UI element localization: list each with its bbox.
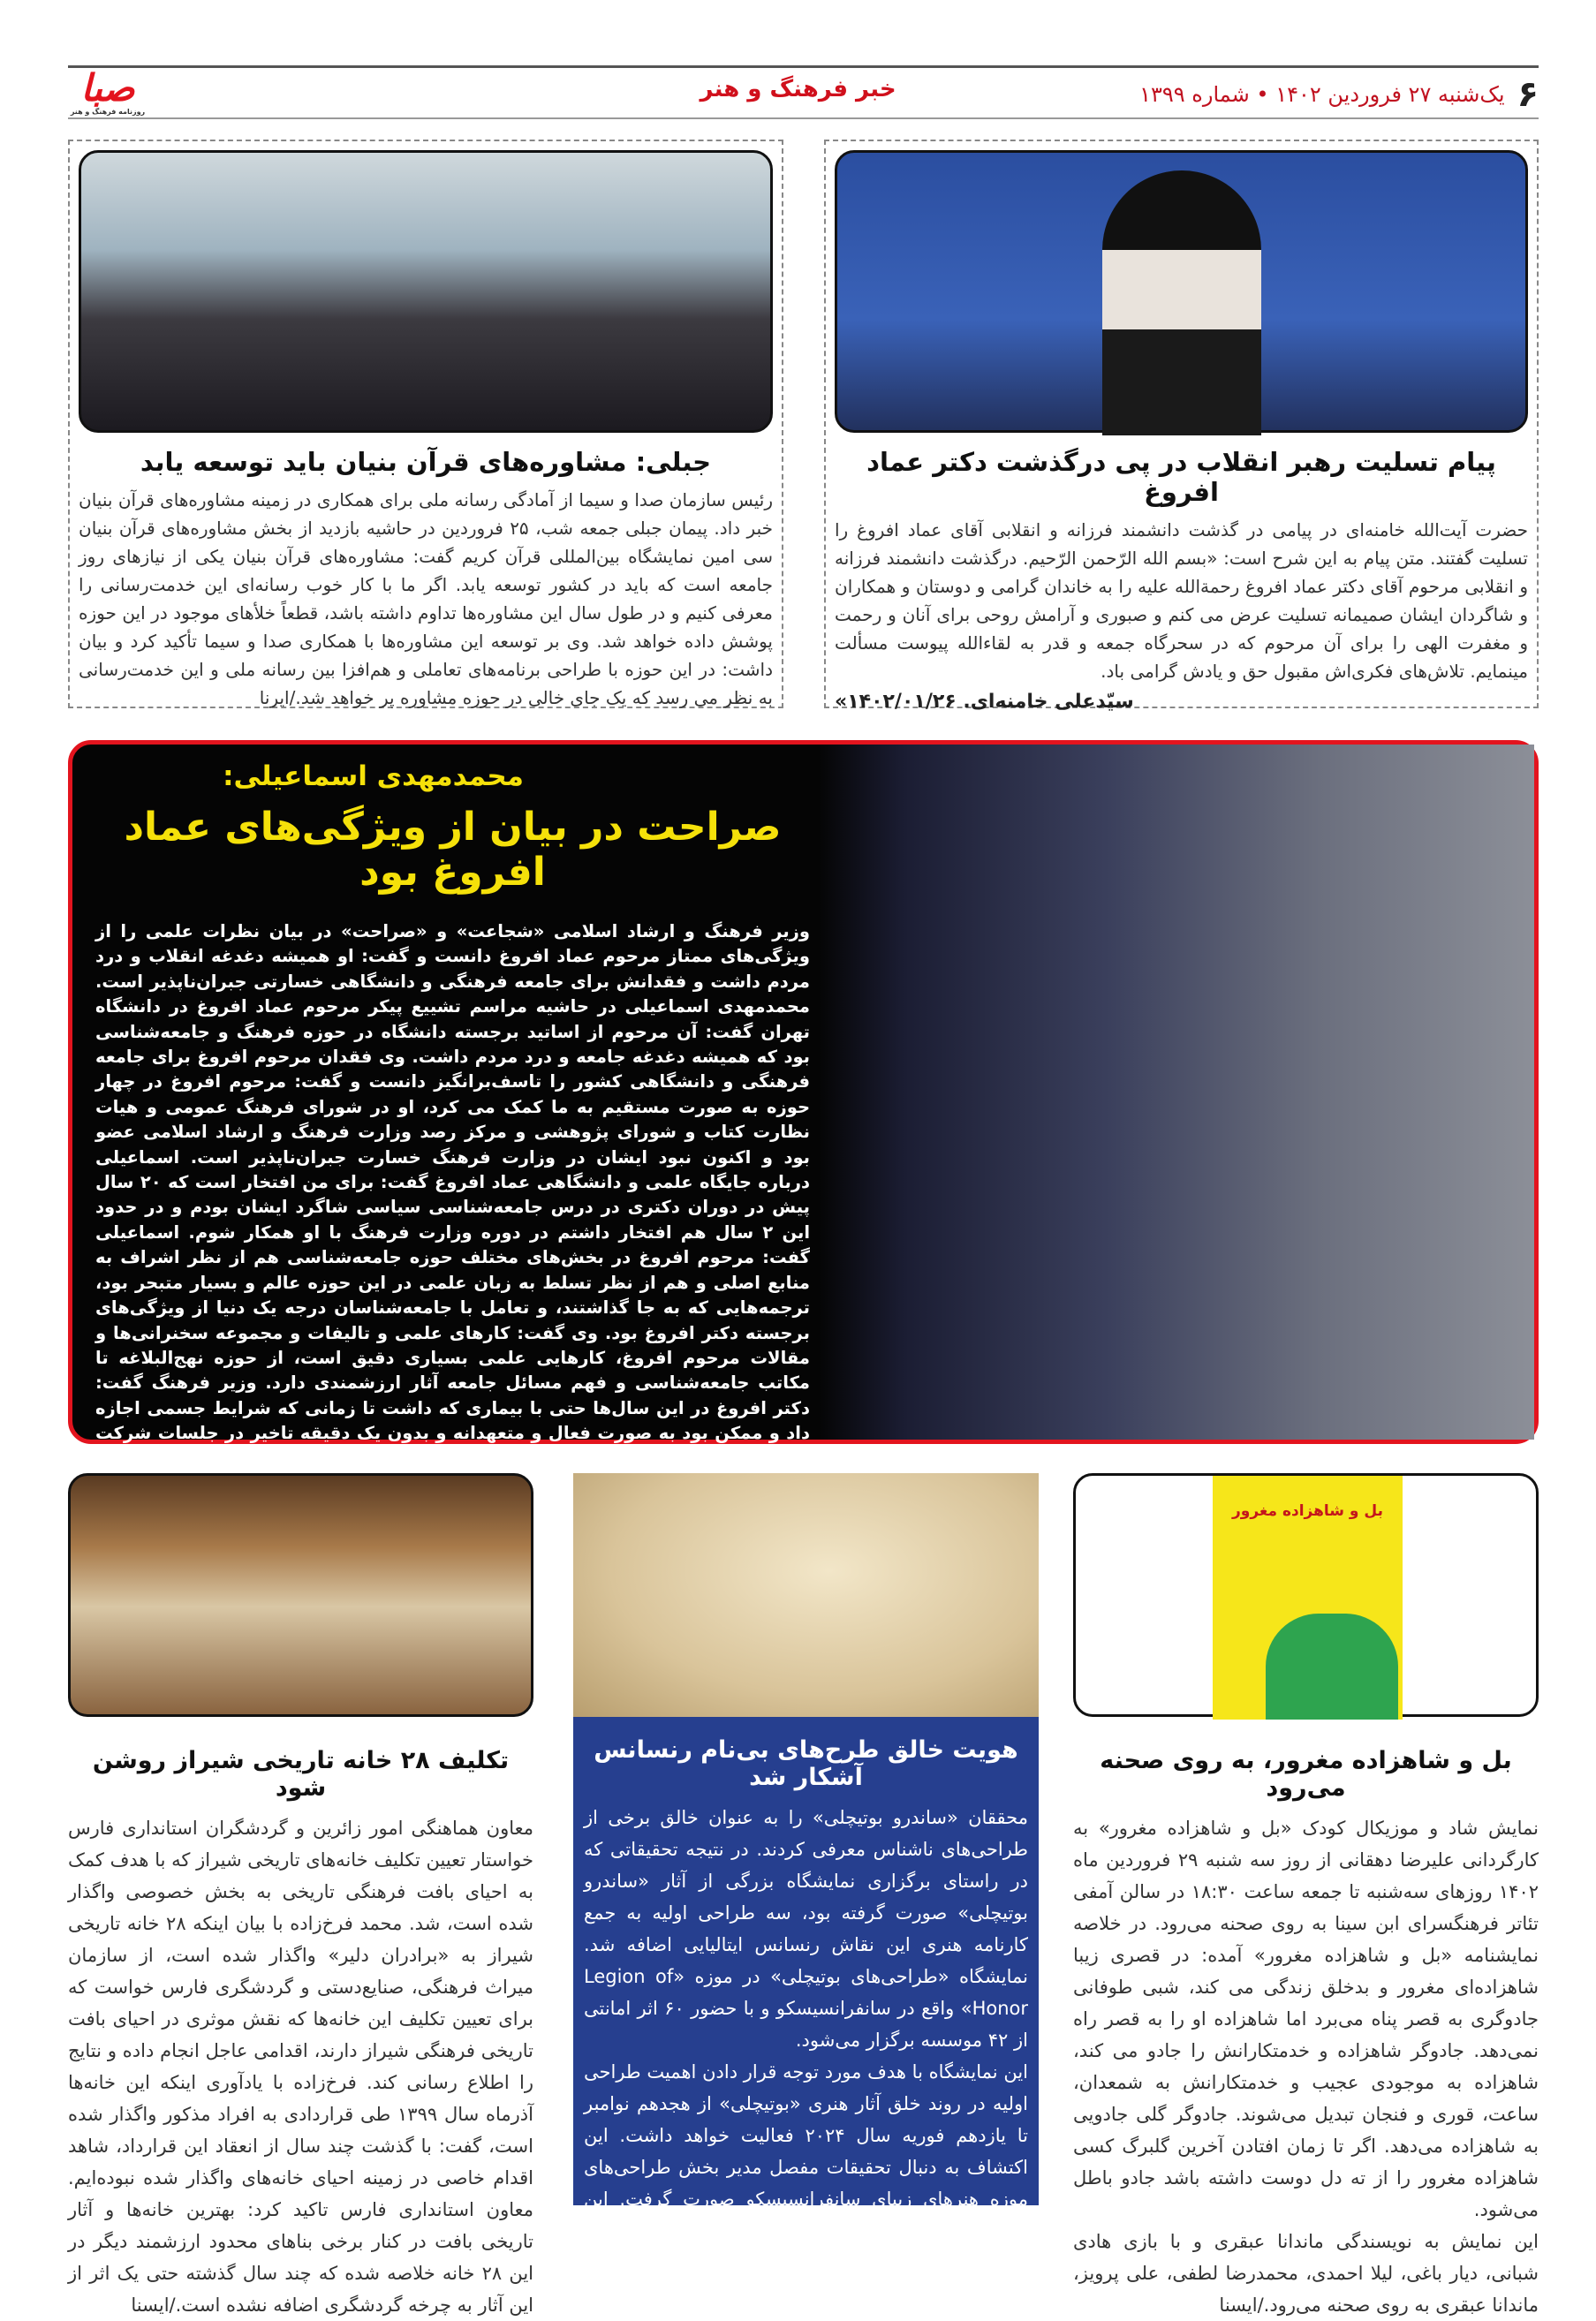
- newspaper-logo: [68, 66, 147, 117]
- feature-kicker: محمدمهدی اسماعیلی:: [223, 760, 524, 792]
- page-number: ۶: [1517, 74, 1539, 115]
- story-body: حضرت آیت‌الله خامنه‌ای در پیامی در گذشت دانشمند فرزانه و انقلابی آقای عماد افروغ را تسلیت گفتند. متن پیام به این شرح است: «بسم الله الرّحمن الرّحیم. درگذشت دانشمند فرزانه و انقلابی مرحوم آقای دکتر عماد افروغ رحمةالله علیه را به خاندان گرامی و دوستان و همکاران و شاگردان ایشان صمیمانه تسلیت عرض می کنم و صبوری و آرامش روحی برای آنان و رحمت و مغفرت الهی را برای آن مرحوم که در سحرگاه جمعه و قدر به لقاءالله پیوست مسألت مینمایم. تلاش‌های فکری‌اش مقبول حق و یادش گرامی باد.: [835, 519, 1528, 682]
- story-title: هویت خالق طرح‌های بی‌نام رنسانس آشکار شد: [594, 1736, 1018, 1791]
- story-body: رئیس سازمان صدا و سیما از آمادگی رسانه ملی برای همکاری در زمینه مشاوره‌های قرآن بنیان خبر داد. پیمان جبلی جمعه شب، ۲۵ فروردین در حاشیه بازدید از بخش مشاوره‌های قرآن بنیان سی امین نمایشگاه بین‌المللی قرآن کریم گفت: مشاوره‌های قرآن بنیان یکی از نیازهای روز جامعه است که باید در کشور توسعه یابد. اگر ما با کار خوب رسانه‌ای این خدمت‌رسانی را معرفی کنیم و در طول سال این مشاوره‌ها تداوم داشته باشد، قطعاً خلأهای موجود در این حوزه پوشش داده خواهد شد. وی بر توسعه این مشاوره‌ها با همکاری صدا و سیما تأکید کرد و بیان داشت: در این حوزه با طراحی برنامه‌های تعاملی و هم‌افزا بین رسانه ملی و این خدمت‌رسانی به نظر می رسد که یک جای خالی در حوزه مشاوره پر خواهد شد./ایرنا: [79, 489, 773, 708]
- header-bottom-rule: [68, 117, 1539, 119]
- story-jebeli: [68, 140, 783, 708]
- feature-story: [68, 740, 1539, 1469]
- story-title: پیام تسلیت رهبر انقلاب در پی درگذشت دکتر عماد افروغ: [866, 447, 1496, 507]
- story-botticelli: [573, 1473, 1039, 2305]
- play-poster: [1213, 1476, 1403, 1720]
- story-body: نمایش شاد و موزیکال کودک «بل و شاهزاده مغرور» به کارگردانی علیرضا دهقانی از روز سه شنبه ۲۹ فروردین ماه ۱۴۰۲ روزهای سه‌شنبه تا جمعه ساعت ۱۸:۳۰ در سالن آمفی تئاتر فرهنگسرای ابن سینا به روی صحنه می‌رود. در خلاصه نمایشنامه «بل و شاهزاده مغرور» آمده: در قصری زیبا شاهزاده‌ای مغرور و بدخلق زندگی می کند، شبی طوفانی جادوگری به قصر پناه می‌برد اما شاهزاده او را به قصر راه نمی‌دهد. جادوگر شاهزاده و خدمتکارانش را جادو می کند، شاهزاده به موجودی عجیب و خدمتکارانش به شمعدان، ساعت، قوری و فنجان تبدیل می‌شوند. جادوگر گلی جادویی به شاهزاده می‌دهد. اگر تا زمان افتادن آخرین گلبرگ کسی شاهزاده مغرور را از ته دل دوست داشته باشد جادو باطل می‌شود.: [1073, 1818, 1539, 2220]
- logo-text: صبا: [80, 66, 135, 110]
- story-leader: [824, 140, 1539, 713]
- story-shiraz: [68, 1473, 533, 2321]
- story-body-2: این نمایش به نویسندگی ماندانا عبقری و با بازی هادی شبانی، دیار باغی، لیلا احمدی، محمدرضا لطفی، علی پرویز، ماندانا عبقری به روی صحنه می‌رود./ایسنا: [1073, 2231, 1539, 2316]
- botticelli-drawing: [573, 1473, 1039, 1717]
- story-signature: سیّدعلی خامنه‌ای. ۱۴۰۲/۰۱/۲۶»: [835, 691, 1134, 713]
- feature-body: وزیر فرهنگ و ارشاد اسلامی «شجاعت» و «صراحت» در بیان نظرات علمی را از ویژگی‌های ممتاز مرحوم عماد افروغ دانست و گفت: او همیشه دغدغه انقلاب و درد مردم داشت و فقدانش برای جامعه فرهنگی و دانشگاهی خسارتی جبران‌ناپذیر است. محمدمهدی اسماعیلی در حاشیه مراسم تشییع پیکر مرحوم عماد افروغ در دانشگاه تهران گفت: آن مرحوم از اساتید برجسته دانشگاه در حوزه فرهنگ و جامعه‌شناسی بود که همیشه دغدغه جامعه و درد مردم داشت. وی فقدان مرحوم افروغ برای جامعه فرهنگی و دانشگاهی کشور را تاسف‌برانگیز دانست و گفت: مرحوم افروغ در چهار حوزه به صورت مستقیم به ما کمک می کرد، او در شورای فرهنگ عمومی و هیات نظارت کتاب و شورای پژوهشی و مرکز رصد وزارت فرهنگ و ارشاد اسلامی عضو بود و اکنون نبود ایشان در وزارت فرهنگ خسارت جبران‌ناپذیر است. اسماعیلی درباره جایگاه علمی و دانشگاهی عماد افروغ گفت: برای من افتخار است که ۲۰ سال پیش در دوران دکتری در درس جامعه‌شناسی سیاسی شاگرد ایشان بودم و در حدود این ۲ سال هم افتخار داشتم در دوره وزارت فرهنگ با او همکار شوم. اسماعیلی گفت: مرحوم افروغ در بخش‌های مختلف حوزه جامعه‌شناسی هم از نظر اشراف به منابع اصلی و هم از نظر تسلط به زبان علمی در این حوزه عالم و بسیار متبحر بود، ترجمه‌هایی که به جا گذاشتند، و تعامل با جامعه‌شناسان درجه یک دنیا از ویژگی‌های برجسته دکتر افروغ بود. وی گفت: کارهای علمی و تالیفات و مجموعه سخنرانی‌ها و مقالات مرحوم افروغ، کارهایی علمی بسیاری دقیق است، از حوزه نهج‌البلاغه تا مکاتب جامعه‌شناسی و فهم مسائل جامعه آثار ارزشمندی دارد. وزیر فرهنگ گفت: دکتر افروغ در این سال‌ها حتی با بیماری که داشت تا زمانی که شرایط جسمی اجازه داد و ممکن بود به صورت فعال و متعهدانه و بدون یک دقیقه تاخیر در جلسات شرکت می کرد و همیشه بدون مسامحه و با شجاعت و صراحت حرف‌های علمی خود را بیان: [95, 921, 811, 1469]
- story-title: جبلی: مشاوره‌های قرآن بنیان باید توسعه یابد: [140, 447, 712, 477]
- poster-title: بل و شاهزاده مغرور: [1232, 1502, 1383, 1520]
- play-poster-photo: [1073, 1473, 1539, 1717]
- section-title: خبر فرهنگ و هنر: [700, 76, 896, 102]
- exhibition-photo: [79, 150, 773, 433]
- minister-photo: [819, 745, 1534, 1440]
- story-belle: [1073, 1473, 1539, 2321]
- story-title: تکلیف ۲۸ خانه تاریخی شیراز روشن شود: [92, 1747, 510, 1802]
- shiraz-house-photo: [68, 1473, 533, 1717]
- logo-tagline: روزنامه فرهنگ و هنر: [70, 108, 146, 116]
- leader-photo: [835, 150, 1528, 433]
- story-body-2: این نمایشگاه با هدف مورد توجه قرار دادن اهمیت طراحی اولیه در روند خلق آثار هنری «بوتیچلی» از هجدهم نوامبر تا یازدهم فوریه سال ۲۰۲۴ فعالیت خواهد داشت. این اکتشاف به دنبال تحقیقات مفصل مدیر بخش طراحی‌های موزه هنرهای زیبای سانفرانسیسکو صورت گرفت. این طراحی‌ها به نقاشی‌های «بشارت»، «نیایش مغان»، «مریم مقدس و کودک» و «یحیی در جوانی» مرتبط هستند./ایسنا: [584, 2061, 1028, 2305]
- header-top-rule: [68, 65, 1539, 68]
- issue-date: یک‌شنبه ۲۷ فروردین ۱۴۰۲ • شماره ۱۳۹۹: [1139, 82, 1505, 107]
- story-title: بل و شاهزاده مغرور، به روی صحنه می‌رود: [1100, 1747, 1512, 1802]
- feature-title: صراحت در بیان از ویژگی‌های عماد افروغ بود: [124, 805, 782, 895]
- story-body: معاون هماهنگی امور زائرین و گردشگران استانداری فارس خواستار تعیین تکلیف خانه‌های تاریخی شیراز که با هدف کمک به احیای بافت فرهنگی تاریخی به بخش خصوصی واگذار شده است، شد. محمد فرخ‌زاده با بیان اینکه ۲۸ خانه تاریخی شیراز به «برادران دلیر» واگذار شده است، از سازمان میراث فرهنگی، صنایع‌دستی و گردشگری فارس خواست که برای تعیین تکلیف این خانه‌ها که نقش موثری در احیای بافت تاریخی فرهنگی شیراز دارند، اقدامی عاجل انجام داده و نتایج را اطلاع رسانی کند. فرخ‌زاده با یادآوری اینکه این خانه‌ها آذرماه سال ۱۳۹۹ طی قراردادی به افراد مذکور واگذار شده است، گفت: با گذشت چند سال از انعقاد این قرارداد، شاهد اقدام خاصی در زمینه احیای خانه‌های واگذار شده نبوده‌ایم. معاون استانداری فارس تاکید کرد: بهترین خانه‌ها و آثار تاریخی بافت در کنار برخی بناهای محدود ارزشمند دیگر در این ۲۸ خانه خلاصه شده که چند سال گذشته حتی یک اثر از این آثار به چرخه گردشگری اضافه نشده است./ایسنا: [68, 1818, 534, 2316]
- story-body: محققان «ساندرو بوتیچلی» را به عنوان خالق برخی از طراحی‌های ناشناس معرفی کردند. در نتیجه تحقیقاتی که در راستای برگزاری نمایشگاه بزرگی از آثار «ساندرو بوتیچلی» صورت گرفته بود، سه طراحی اولیه به جمع کارنامه هنری این نقاش رنسانس ایتالیایی اضافه شد. نمایشگاه «طراحی‌های بوتیچلی» در موزه «Legion of Honor» واقع در سانفرانسیسکو و با حضور ۶۰ اثر امانتی از ۴۲ موسسه برگزار می‌شود.: [584, 1807, 1028, 2051]
